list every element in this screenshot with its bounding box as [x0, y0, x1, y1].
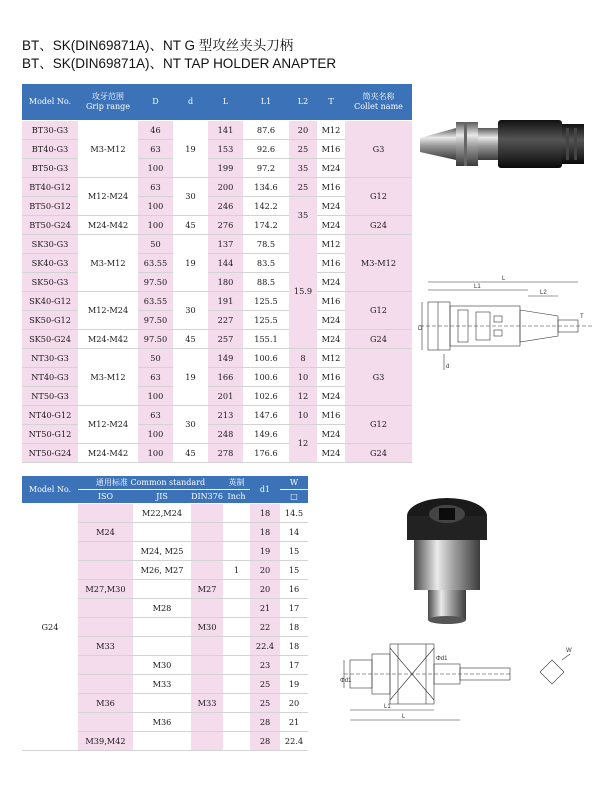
- cell-L2: 25: [289, 139, 317, 158]
- cell-T: M16: [317, 177, 345, 196]
- cell-d1: 25: [250, 675, 280, 694]
- cell-iso: [78, 561, 133, 580]
- cell-D: 63: [138, 139, 173, 158]
- cell-grip: M3-M12: [78, 234, 138, 291]
- collet-drawing: [340, 634, 576, 726]
- cell-T: M24: [317, 215, 345, 234]
- dim-label-d1-left: Φd1: [340, 678, 352, 684]
- cell-L: 200: [208, 177, 243, 196]
- cell-model: SK50-G24: [22, 329, 78, 348]
- cell-w: 21: [280, 713, 308, 732]
- cell-w: 15: [280, 561, 308, 580]
- cell-collet: G24: [345, 443, 412, 462]
- cell-D: 100: [138, 215, 173, 234]
- cell-model: BT50-G24: [22, 215, 78, 234]
- cell-D: 100: [138, 158, 173, 177]
- cell-iso: [78, 599, 133, 618]
- cell-w: 14.5: [280, 504, 308, 523]
- cell-T: M16: [317, 253, 345, 272]
- cell-L2: 10: [289, 367, 317, 386]
- cell-T: M16: [317, 405, 345, 424]
- cell-D: 63: [138, 177, 173, 196]
- dim-label-L1: L1: [384, 704, 391, 710]
- cell-T: M12: [317, 120, 345, 139]
- dim-label-L: L: [502, 276, 506, 282]
- cell-L1: 125.5: [243, 291, 289, 310]
- cell-grip: M24-M42: [78, 443, 138, 462]
- cell-d: 19: [173, 348, 208, 405]
- cell-inch: [223, 713, 250, 732]
- cell-collet: G12: [345, 177, 412, 215]
- cell-D: 63.55: [138, 291, 173, 310]
- table-row: [22, 177, 412, 196]
- header-D: D: [138, 84, 173, 120]
- cell-model: BT40-G3: [22, 139, 78, 158]
- dim-label-d: d: [446, 364, 450, 370]
- tap-holder-spec-table: [22, 84, 412, 463]
- cell-d1: 18: [250, 504, 280, 523]
- cell-model: SK50-G3: [22, 272, 78, 291]
- cell-inch: [223, 732, 250, 751]
- cell-L1: 174.2: [243, 215, 289, 234]
- cell-jis: [133, 523, 191, 542]
- cell-L1: 142.2: [243, 196, 289, 215]
- cell-L2: 20: [289, 120, 317, 139]
- header-inch: Inch: [223, 490, 250, 504]
- cell-L1: 147.6: [243, 405, 289, 424]
- cell-L1: 134.6: [243, 177, 289, 196]
- cell-jis: M33: [133, 675, 191, 694]
- cell-d1: 19: [250, 542, 280, 561]
- cell-collet: G3: [345, 348, 412, 405]
- cell-iso: M33: [78, 637, 133, 656]
- cell-inch: [223, 694, 250, 713]
- header-T: T: [317, 84, 345, 120]
- cell-din: [191, 599, 223, 618]
- cell-L: 213: [208, 405, 243, 424]
- cell-T: M24: [317, 424, 345, 443]
- cell-din: M33: [191, 694, 223, 713]
- cell-iso: [78, 713, 133, 732]
- cell-L: 199: [208, 158, 243, 177]
- cell-model: G24: [22, 504, 78, 751]
- cell-inch: [223, 523, 250, 542]
- cell-L: 248: [208, 424, 243, 443]
- table-row: [22, 215, 412, 234]
- header-model: Model No.: [22, 476, 78, 504]
- cell-L2: 35: [289, 196, 317, 234]
- cell-L: 180: [208, 272, 243, 291]
- cell-jis: M30: [133, 656, 191, 675]
- cell-T: M24: [317, 158, 345, 177]
- cell-jis: [133, 637, 191, 656]
- cell-D: 63: [138, 405, 173, 424]
- cell-D: 50: [138, 234, 173, 253]
- cell-d: 30: [173, 291, 208, 329]
- cell-iso: M36: [78, 694, 133, 713]
- cell-T: M24: [317, 329, 345, 348]
- cell-model: NT50-G12: [22, 424, 78, 443]
- cell-D: 100: [138, 196, 173, 215]
- header-d: d: [173, 84, 208, 120]
- cell-din: M30: [191, 618, 223, 637]
- cell-iso: [78, 656, 133, 675]
- header-L: L: [208, 84, 243, 120]
- table-row: [22, 443, 412, 462]
- cell-D: 97.50: [138, 272, 173, 291]
- title-english: BT、SK(DIN69871A)、NT TAP HOLDER ANAPTER: [22, 56, 337, 71]
- header-w: W: [280, 476, 308, 490]
- dim-label-W: W: [566, 648, 572, 654]
- cell-d1: 28: [250, 713, 280, 732]
- cell-L: 144: [208, 253, 243, 272]
- cell-model: BT30-G3: [22, 120, 78, 139]
- title-chinese: BT、SK(DIN69871A)、NT G 型攻丝夹头刀柄: [22, 38, 294, 53]
- cell-D: 100: [138, 424, 173, 443]
- cell-w: 15: [280, 542, 308, 561]
- cell-d: 30: [173, 177, 208, 215]
- cell-d: 19: [173, 120, 208, 177]
- cell-iso: M39,M42: [78, 732, 133, 751]
- tap-holder-photo: [416, 110, 594, 180]
- header-L1: L1: [243, 84, 289, 120]
- cell-T: M12: [317, 234, 345, 253]
- cell-grip: M12-M24: [78, 405, 138, 443]
- table-row: [22, 405, 412, 424]
- cell-grip: M3-M12: [78, 120, 138, 177]
- cell-model: NT50-G3: [22, 386, 78, 405]
- cell-inch: [223, 504, 250, 523]
- cell-L1: 92.6: [243, 139, 289, 158]
- cell-inch: [223, 542, 250, 561]
- cell-L: 246: [208, 196, 243, 215]
- cell-grip: M12-M24: [78, 291, 138, 329]
- cell-w: 14: [280, 523, 308, 542]
- cell-collet: G24: [345, 329, 412, 348]
- cell-din: [191, 504, 223, 523]
- cell-w: 19: [280, 675, 308, 694]
- cell-L1: 155.1: [243, 329, 289, 348]
- cell-jis: [133, 580, 191, 599]
- cell-grip: M3-M12: [78, 348, 138, 405]
- cell-w: 17: [280, 599, 308, 618]
- cell-model: BT40-G12: [22, 177, 78, 196]
- dim-label-d1-right: Φd1: [436, 656, 448, 662]
- header-collet-name: 筒夹名称 Collet name: [345, 84, 412, 120]
- cell-iso: [78, 618, 133, 637]
- cell-jis: M24, M25: [133, 542, 191, 561]
- cell-D: 100: [138, 443, 173, 462]
- cell-L: 153: [208, 139, 243, 158]
- header-model: Model No.: [22, 84, 78, 120]
- cell-din: [191, 732, 223, 751]
- cell-jis: [133, 732, 191, 751]
- cell-din: [191, 656, 223, 675]
- cell-D: 46: [138, 120, 173, 139]
- cell-inch: [223, 656, 250, 675]
- cell-L2: 35: [289, 158, 317, 177]
- cell-L2: 15.9: [289, 234, 317, 348]
- cell-D: 63: [138, 367, 173, 386]
- cell-L: 141: [208, 120, 243, 139]
- cell-model: NT40-G12: [22, 405, 78, 424]
- cell-d1: 25: [250, 694, 280, 713]
- cell-L1: 125.5: [243, 310, 289, 329]
- cell-inch: [223, 637, 250, 656]
- cell-d: 30: [173, 405, 208, 443]
- cell-din: [191, 542, 223, 561]
- cell-collet: G12: [345, 291, 412, 329]
- cell-L1: 87.6: [243, 120, 289, 139]
- cell-L: 201: [208, 386, 243, 405]
- cell-din: [191, 523, 223, 542]
- cell-collet: G3: [345, 120, 412, 177]
- dim-label-L1: L1: [474, 284, 481, 290]
- cell-d1: 22.4: [250, 637, 280, 656]
- cell-inch: [223, 599, 250, 618]
- cell-jis: M28: [133, 599, 191, 618]
- cell-T: M24: [317, 386, 345, 405]
- cell-grip: M12-M24: [78, 177, 138, 215]
- cell-L2: 12: [289, 424, 317, 462]
- cell-model: NT30-G3: [22, 348, 78, 367]
- cell-d1: 28: [250, 732, 280, 751]
- cell-din: [191, 637, 223, 656]
- header-grip-range: 攻牙范围 Grip range: [78, 84, 138, 120]
- cell-L: 278: [208, 443, 243, 462]
- cell-inch: 1: [223, 561, 250, 580]
- cell-din: [191, 561, 223, 580]
- cell-iso: M27,M30: [78, 580, 133, 599]
- cell-L: 137: [208, 234, 243, 253]
- cell-L: 191: [208, 291, 243, 310]
- cell-L1: 149.6: [243, 424, 289, 443]
- cell-din: [191, 675, 223, 694]
- table-row: [22, 291, 412, 310]
- header-w-symbol: □: [280, 490, 308, 504]
- cell-d1: 20: [250, 580, 280, 599]
- cell-model: SK50-G12: [22, 310, 78, 329]
- header-inch-cn: 英制: [223, 476, 250, 490]
- header-L2: L2: [289, 84, 317, 120]
- cell-d1: 23: [250, 656, 280, 675]
- cell-collet: M3-M12: [345, 234, 412, 291]
- cell-inch: [223, 580, 250, 599]
- cell-w: 22.4: [280, 732, 308, 751]
- cell-w: 18: [280, 637, 308, 656]
- cell-L: 149: [208, 348, 243, 367]
- cell-L2: 25: [289, 177, 317, 196]
- table-row: [22, 329, 412, 348]
- cell-D: 50: [138, 348, 173, 367]
- cell-L2: 10: [289, 405, 317, 424]
- cell-d1: 22: [250, 618, 280, 637]
- cell-L1: 78.5: [243, 234, 289, 253]
- table-row: [22, 234, 412, 253]
- cell-iso: [78, 504, 133, 523]
- header-iso: ISO: [78, 490, 133, 504]
- header-din: DIN376: [191, 490, 223, 504]
- cell-inch: [223, 675, 250, 694]
- cell-T: M24: [317, 196, 345, 215]
- cell-L1: 176.6: [243, 443, 289, 462]
- dim-label-L2: L2: [540, 290, 547, 296]
- cell-w: 18: [280, 618, 308, 637]
- cell-D: 63.55: [138, 253, 173, 272]
- cell-L: 166: [208, 367, 243, 386]
- header-jis: JIS: [133, 490, 191, 504]
- cell-T: M24: [317, 310, 345, 329]
- cell-d1: 21: [250, 599, 280, 618]
- cell-L: 276: [208, 215, 243, 234]
- cell-d: 45: [173, 215, 208, 234]
- cell-jis: M26, M27: [133, 561, 191, 580]
- dim-label-L: L: [402, 714, 406, 720]
- cell-L1: 97.2: [243, 158, 289, 177]
- cell-jis: [133, 694, 191, 713]
- cell-T: M16: [317, 139, 345, 158]
- cell-jis: [133, 618, 191, 637]
- dim-label-D: D: [418, 326, 423, 332]
- cell-d1: 20: [250, 561, 280, 580]
- cell-model: NT40-G3: [22, 367, 78, 386]
- cell-jis: M22,M24: [133, 504, 191, 523]
- tap-holder-drawing: [418, 270, 594, 374]
- cell-T: M16: [317, 367, 345, 386]
- cell-L2: 12: [289, 386, 317, 405]
- cell-d: 19: [173, 234, 208, 291]
- g24-collet-table: [22, 476, 308, 751]
- cell-w: 17: [280, 656, 308, 675]
- cell-inch: [223, 618, 250, 637]
- cell-d1: 18: [250, 523, 280, 542]
- cell-L: 257: [208, 329, 243, 348]
- cell-d: 45: [173, 329, 208, 348]
- cell-D: 97.50: [138, 329, 173, 348]
- cell-model: SK30-G3: [22, 234, 78, 253]
- cell-L2: 8: [289, 348, 317, 367]
- cell-T: M24: [317, 272, 345, 291]
- cell-collet: G24: [345, 215, 412, 234]
- cell-L: 227: [208, 310, 243, 329]
- cell-D: 100: [138, 386, 173, 405]
- cell-w: 20: [280, 694, 308, 713]
- cell-model: SK40-G3: [22, 253, 78, 272]
- header-common-standard: 通用标准 Common standard: [78, 476, 223, 490]
- cell-L1: 88.5: [243, 272, 289, 291]
- cell-iso: [78, 675, 133, 694]
- cell-D: 97.50: [138, 310, 173, 329]
- table-row: [22, 348, 412, 367]
- cell-model: SK40-G12: [22, 291, 78, 310]
- cell-model: BT50-G12: [22, 196, 78, 215]
- header-d1: d1: [250, 476, 280, 504]
- cell-L1: 102.6: [243, 386, 289, 405]
- cell-T: M16: [317, 291, 345, 310]
- cell-iso: [78, 542, 133, 561]
- cell-model: BT50-G3: [22, 158, 78, 177]
- cell-grip: M24-M42: [78, 215, 138, 234]
- cell-jis: M36: [133, 713, 191, 732]
- cell-iso: M24: [78, 523, 133, 542]
- table-row: [22, 504, 308, 523]
- cell-din: [191, 713, 223, 732]
- table-row: [22, 120, 412, 139]
- cell-din: M27: [191, 580, 223, 599]
- cell-model: NT50-G24: [22, 443, 78, 462]
- cell-collet: G12: [345, 405, 412, 443]
- cell-T: M24: [317, 443, 345, 462]
- cell-w: 16: [280, 580, 308, 599]
- cell-L1: 100.6: [243, 348, 289, 367]
- cell-T: M12: [317, 348, 345, 367]
- cell-grip: M24-M42: [78, 329, 138, 348]
- cell-d: 45: [173, 443, 208, 462]
- collet-photo: [392, 494, 502, 624]
- cell-L1: 100.6: [243, 367, 289, 386]
- cell-L1: 83.5: [243, 253, 289, 272]
- dim-label-T: T: [580, 314, 584, 320]
